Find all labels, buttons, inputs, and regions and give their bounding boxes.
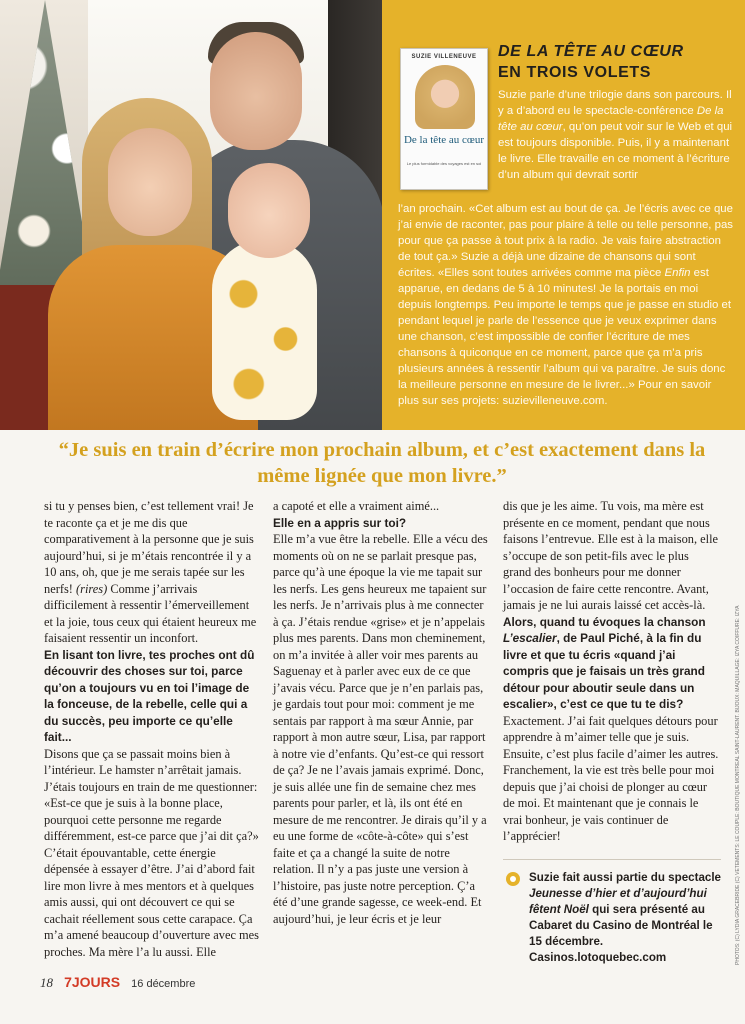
bullet-icon: [506, 872, 520, 886]
article-column-1: [44, 498, 260, 960]
interview-question: En lisant ton livre, tes proches ont dû découvrir des choses sur toi, parce qu’on a toujours vu en toi l’image de la fonceuse, de la rebelle, celle qui a du succès, peu importe ce qu’elle fait...: [44, 647, 255, 744]
book-cover: [400, 48, 488, 190]
event-info-text: Suzie fait aussi partie du spectacle Jeunesse d’hier et d’aujourd’hui fêtent Noël qui sera présenté au Cabaret du Casino de Montréal le 15 décembre. Casinos.lotoquebec.com: [529, 871, 722, 964]
sidebar-text-body: l’an prochain. «Cet album est au bout de ça. Je l’écris avec ce que j’ai envie de raconter, pas pour plaire à telle ou telle personne, pas pour que ça passe à tout prix à la radio. Je vais faire abstraction de tout ça.» Suzie a déjà une dizaine de chansons qui sont écrites. «Elles sont toutes arrivées comme ma pièce Enfin est apparue, en dedans de 5 à 10 minutes! Je la portais en moi depuis longtemps. Peu importe le temps que je passe en studio et pendant lequel je parle de l’essence que je veux exprimer dans une chanson, c’est impossible de confier l’écriture de mes chansons à quiconque en ce moment, parce que ça m’a pris plusieurs années à ressentir l’album qui va paraître. Je suis donc la meilleure personne en mesure de le livrer...» Pour en savoir plus sur ses projets: suzievilleneuve.com.: [398, 203, 733, 407]
photo-woman-head: [108, 128, 192, 236]
book-subtitle: Le plus formidable des voyages est en soi: [406, 161, 482, 166]
paragraph: a capoté et elle a vraiment aimé...: [273, 499, 440, 513]
article-column-3: [503, 498, 719, 845]
paragraph: si tu y penses bien, c’est tellement vrai! Je te raconte ça et je me dis que comparativement à la personne que je suis aujourd’hui, si je m’étais rencontrée il y a 10 ans, oh, que je me serais tapée sur les nerfs! (rires) Comme j’arrivais difficilement à ressentir l’émerveillement et la joie, tous ceux qui étaient heureux me faisaient ressentir un inconfort.: [44, 499, 257, 645]
pull-quote: “Je suis en train d’écrire mon prochain album, et c’est exactement dans la même lignée que mon livre.”: [58, 439, 706, 487]
page-number: 18: [40, 975, 53, 990]
sidebar-subtitle: EN TROIS VOLETS: [498, 64, 652, 81]
book-portrait: [415, 65, 475, 129]
book-author: SUZIE VILLENEUVE: [411, 54, 477, 60]
article-column-2: [273, 498, 489, 927]
paragraph: Elle m’a vue être la rebelle. Elle a vécu des moments où on ne se parlait presque pas, parce qu’à une époque la vie me tapait sur les nerfs. Les gens heureux me tapaient sur les nerfs. Je n’arrivais plus à me connecter à ça. J’étais rendue «grise» et je n’appelais plus mes parents. Dans mon cheminement, on m’a invitée à aller voir mes parents au Saguenay et à parler avec eux de ce que j’avais vécu. Parce que je n’en parlais pas, je gardais tout pour moi: comment je me sentais par rapport à ma sœur Annie, par rapport à mon autre sœur, Lisa, par rapport à notre vie d’enfants. Qu’est-ce qui ressort de ça? Je ne l’avais jamais exprimé. Donc, je suis allée une fin de semaine chez mes parents pour parler, et là, ils ont été en mesure de me rencontrer. Je dirais qu’il y a eu une forme de «côte-à-côte» qui s’est faite et ça a changé la suite de notre relation. Il n’y a pas juste une version à l’histoire, pas juste notre perception. Ç’a été d’une grande sagesse, ce week-end. Et aujourd’hui, je leur écris et je leur: [273, 532, 488, 926]
issue-date: 16 décembre: [131, 978, 196, 990]
paragraph: Disons que ça se passait moins bien à l’intérieur. Le hamster n’arrêtait jamais. J’étais toujours en train de me questionner: «Est-ce que je suis à la bonne place, pourquoi cette personne me regarde différemment, est-ce parce que j’ai dit ça?» C’était épouvantable, cette énergie dépensée à essayer d’être. J’ai d’abord fait lire mon livre à mes mentors et à quelques amis aussi, qui ont découvert ce qui se cachait réellement sous cette carapace. Ça m’a amené beaucoup d’ouverture avec mes proches. Ma mère l’a lu aussi. Elle: [44, 746, 260, 959]
photo-man-head: [210, 32, 302, 150]
paragraph: dis que je les aime. Tu vois, ma mère est présente en ce moment, pendant que nous faisons l’entrevue. Elle est à la maison, elle s’occupe de son petit-fils avec le plus grand des bonheurs pour me donner l’occasion de faire cette rencontre. Avant, jamais je ne lui aurais laissé cet accès-là.: [503, 499, 719, 612]
book-title: De la tête au cœur: [403, 134, 484, 146]
photo-baby-body: [212, 240, 317, 420]
sidebar-text-intro: Suzie parle d’une trilogie dans son parcours. Il y a d’abord eu le spectacle-conférence De la tête au cœur, qu’on peut voir sur le Web et qui est toujours disponible. Puis, il y a maintenant le livre. Elle travaille en ce moment à l’écriture d’un album qui devrait sortir: [498, 89, 733, 181]
photo-credits: PHOTOS: (C) LYDIA GRACEBRIDE (C) VÊTEMENTS: LE COUPLE: BOUTIQUE MONTREAL SAINT-LAURENT. BIJOUX: MAQUILLAGE: IZYA COIFFURE: IZYA: [735, 605, 741, 965]
sidebar-title: DE LA TÊTE AU CŒUR: [498, 43, 684, 60]
magazine-logo: 7JOURS: [64, 974, 121, 990]
event-info-box: [503, 859, 721, 966]
interview-question: Alors, quand tu évoques la chanson L’escalier, de Paul Piché, à la fin du livre et que tu écris «quand j’ai compris que je faisais un très grand détour pour aboutir seule dans un escalier», c’est ce que tu te dis?: [503, 614, 706, 711]
photo-baby-head: [228, 163, 310, 258]
page-footer: [40, 974, 195, 994]
paragraph: Exactement. J’ai fait quelques détours pour apprendre à m’aimer telle que je suis. Ensuite, c’est plus facile d’aimer les autres. Franchement, la vie est très belle pour moi depuis que j’ai choisi de plonger au cœur de moi. Et maintenant que je connais le vrai bonheur, je vais continuer de l’apprécier!: [503, 713, 719, 843]
family-photo: [0, 0, 382, 430]
interview-question: Elle en a appris sur toi?: [273, 515, 407, 530]
